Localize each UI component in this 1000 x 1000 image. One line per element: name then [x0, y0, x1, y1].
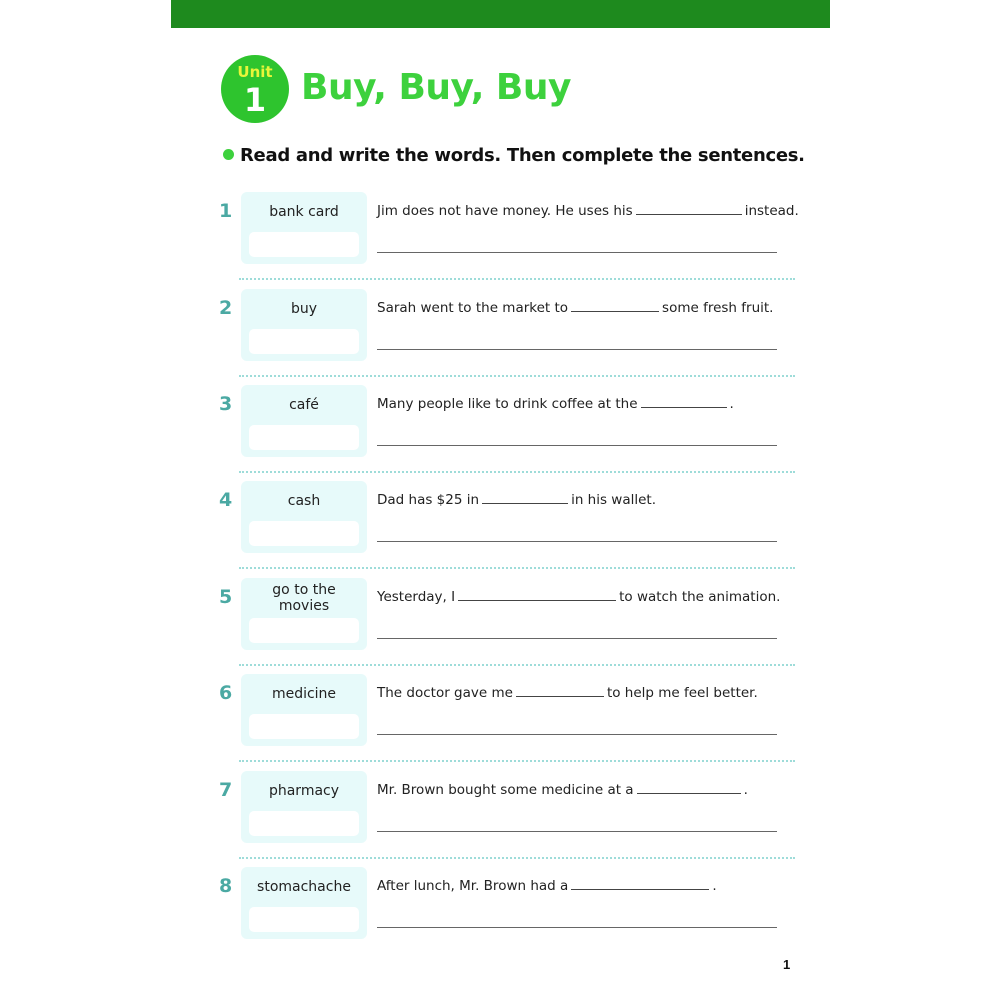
sentence-end: .	[729, 396, 734, 412]
sentence	[377, 877, 817, 894]
exercise-row	[171, 289, 830, 385]
sentence-end: some fresh fruit.	[662, 300, 774, 316]
sentence-blank[interactable]	[637, 781, 741, 794]
unit-number: 1	[243, 81, 267, 119]
vocab-word: bank card	[269, 204, 339, 220]
sentence-end: to help me feel better.	[606, 685, 758, 701]
vocab-word: stomachache	[257, 879, 351, 895]
answer-line[interactable]	[377, 734, 777, 735]
word-write-box[interactable]	[249, 907, 359, 932]
word-write-box[interactable]	[249, 329, 359, 354]
sentence-blank[interactable]	[571, 877, 709, 890]
word-card	[241, 289, 367, 361]
sentence-end: .	[743, 782, 748, 798]
sentence	[377, 684, 817, 701]
sentence	[377, 781, 817, 798]
sentence-blank[interactable]	[641, 395, 727, 408]
vocab-word: medicine	[271, 686, 337, 702]
sentence-start: After lunch, Mr. Brown had a	[377, 878, 569, 894]
row-divider	[239, 278, 795, 280]
sentence-end: to watch the animation.	[619, 589, 781, 605]
word-card	[241, 771, 367, 843]
sentence-start: Many people like to drink coffee at the	[377, 396, 638, 412]
answer-line[interactable]	[377, 445, 777, 446]
sentence-blank[interactable]	[516, 684, 604, 697]
word-card	[241, 192, 367, 264]
sentence-start: The doctor gave me	[377, 685, 513, 701]
word-card	[241, 385, 367, 457]
item-number: 1	[219, 200, 233, 222]
sentence-start: Dad has $25 in	[377, 492, 480, 508]
item-number: 6	[219, 682, 233, 704]
sentence-start: Mr. Brown bought some medicine at a	[377, 782, 634, 798]
word-card	[241, 674, 367, 746]
item-number: 3	[219, 393, 233, 415]
word-write-box[interactable]	[249, 425, 359, 450]
word-write-box[interactable]	[249, 714, 359, 739]
exercise-row	[171, 578, 830, 674]
exercise-row	[171, 192, 830, 288]
row-divider	[239, 567, 795, 569]
word-write-box[interactable]	[249, 811, 359, 836]
vocab-word: pharmacy	[268, 783, 340, 799]
answer-line[interactable]	[377, 252, 777, 253]
sentence-blank[interactable]	[482, 491, 568, 504]
exercise-row	[171, 481, 830, 577]
answer-line[interactable]	[377, 927, 777, 928]
sentence-blank[interactable]	[458, 588, 616, 601]
vocab-word: go to the movies	[272, 582, 336, 614]
exercise-row	[171, 674, 830, 770]
row-divider	[239, 857, 795, 859]
sentence-blank[interactable]	[571, 299, 659, 312]
sentence-end: in his wallet.	[571, 492, 656, 508]
item-number: 8	[219, 875, 233, 897]
vocab-word: cash	[287, 493, 321, 509]
top-color-bar	[171, 0, 830, 28]
page-number: 1	[783, 957, 791, 972]
unit-badge	[221, 55, 289, 123]
exercise-row	[171, 385, 830, 481]
exercise-row	[171, 867, 830, 963]
exercise-row	[171, 771, 830, 867]
word-card	[241, 578, 367, 650]
vocab-word: buy	[290, 301, 318, 317]
word-write-box[interactable]	[249, 521, 359, 546]
sentence	[377, 299, 817, 316]
word-card	[241, 481, 367, 553]
answer-line[interactable]	[377, 831, 777, 832]
sentence-end: .	[712, 878, 717, 894]
word-write-box[interactable]	[249, 232, 359, 257]
sentence-blank[interactable]	[636, 202, 742, 215]
word-write-box[interactable]	[249, 618, 359, 643]
sentence	[377, 491, 817, 508]
row-divider	[239, 471, 795, 473]
answer-line[interactable]	[377, 638, 777, 639]
item-number: 7	[219, 779, 233, 801]
unit-title: Buy, Buy, Buy	[301, 67, 571, 108]
row-divider	[239, 375, 795, 377]
sentence-end: instead.	[744, 203, 799, 219]
answer-line[interactable]	[377, 541, 777, 542]
item-number: 4	[219, 489, 233, 511]
sentence	[377, 395, 817, 412]
row-divider	[239, 664, 795, 666]
unit-label: Unit	[237, 63, 273, 81]
bullet-dot-icon	[223, 149, 234, 160]
sentence	[377, 202, 817, 219]
sentence-start: Yesterday, I	[377, 589, 456, 605]
worksheet-page	[171, 0, 830, 1000]
sentence-start: Jim does not have money. He uses his	[377, 203, 633, 219]
row-divider	[239, 760, 795, 762]
answer-line[interactable]	[377, 349, 777, 350]
sentence	[377, 588, 817, 605]
word-card	[241, 867, 367, 939]
vocab-word: café	[289, 397, 319, 413]
item-number: 5	[219, 586, 233, 608]
sentence-start: Sarah went to the market to	[377, 300, 569, 316]
item-number: 2	[219, 297, 233, 319]
instruction-text: Read and write the words. Then complete the sentences.	[240, 145, 805, 166]
